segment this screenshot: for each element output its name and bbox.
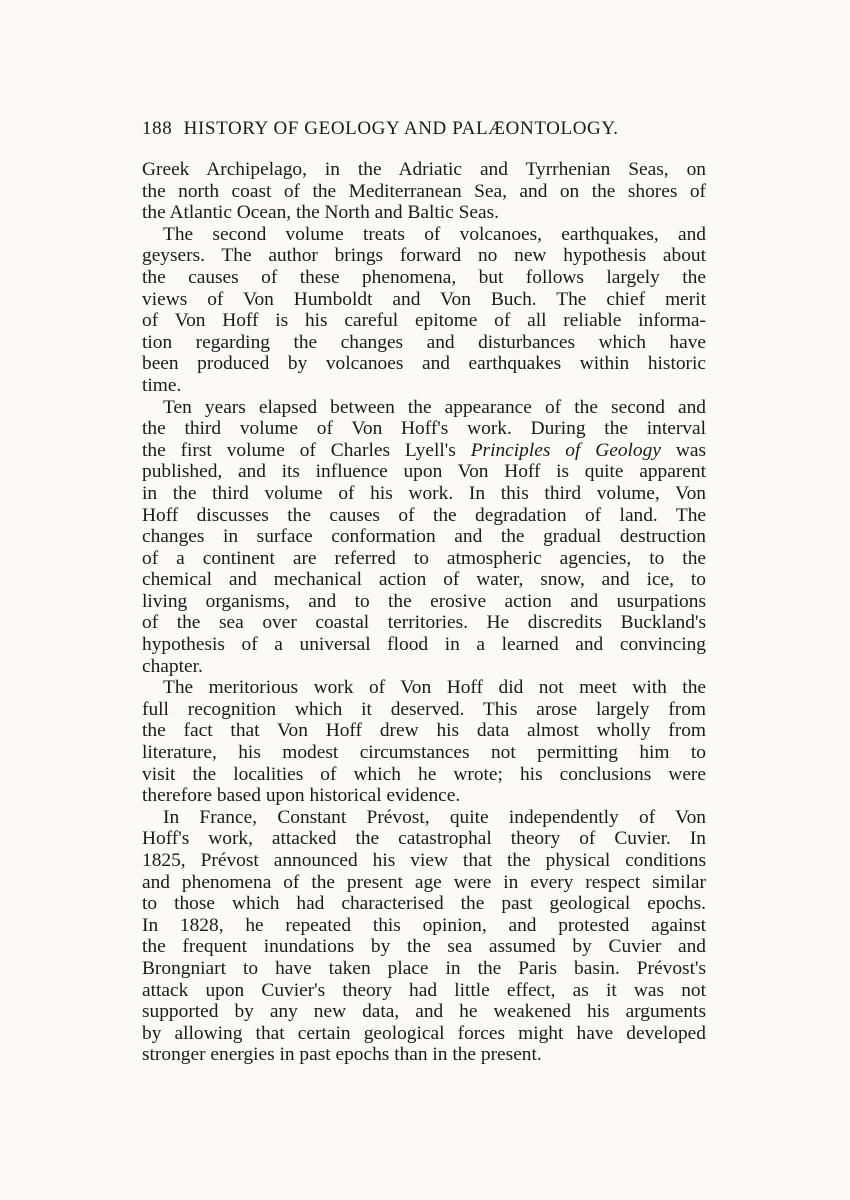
- paragraph-prevost: [142, 807, 706, 1066]
- text-line: by allowing that certain geological forces might have developed: [142, 1022, 706, 1044]
- text-line: the causes of these phenomena, but follows largely the: [142, 266, 706, 288]
- book-title-principles-of-geology: Principles of Geology: [470, 439, 661, 461]
- page-number: 188: [142, 118, 173, 139]
- paragraph-third-volume: [142, 397, 706, 678]
- text-line: chapter.: [142, 655, 203, 677]
- text-line: of Von Hoff is his careful epitome of all reliable informa-: [142, 310, 706, 332]
- text-fragment: was: [675, 439, 706, 461]
- text-line: the third volume of Von Hoff's work. During the interval: [142, 418, 706, 440]
- text-line: in the third volume of his work. In this third volume, Von: [142, 482, 706, 504]
- text-line: published, and its influence upon Von Hoff is quite apparent: [142, 461, 706, 483]
- text-line: full recognition which it deserved. This arose largely from: [142, 698, 706, 720]
- text-line: visit the localities of which he wrote; his conclusions were: [142, 763, 706, 785]
- text-line: Hoff discusses the causes of the degradation of land. The: [142, 504, 706, 526]
- text-fragment: the first volume of Charles Lyell's: [142, 439, 456, 461]
- text-line: The second volume treats of volcanoes, earthquakes, and: [163, 223, 706, 245]
- paragraph-continuation: [142, 159, 706, 224]
- text-line: hypothesis of a universal flood in a learned and convincing: [142, 634, 706, 656]
- text-line: In France, Constant Prévost, quite independently of Von: [163, 806, 706, 828]
- text-line: the frequent inundations by the sea assumed by Cuvier and: [142, 936, 706, 958]
- text-line: attack upon Cuvier's theory had little effect, as it was not: [142, 979, 706, 1001]
- text-line: living organisms, and to the erosive action and usurpations: [142, 590, 706, 612]
- text-line: of a continent are referred to atmospheric agencies, to the: [142, 547, 706, 569]
- text-line: the Atlantic Ocean, the North and Baltic Seas.: [142, 202, 500, 224]
- text-line: the north coast of the Mediterranean Sea, and on the shores of: [142, 180, 706, 202]
- text-line: Brongniart to have taken place in the Paris basin. Prévost's: [142, 957, 706, 979]
- paragraph-second-volume: [142, 224, 706, 397]
- text-line: changes in surface conformation and the gradual destruction: [142, 526, 706, 548]
- text-line: supported by any new data, and he weakened his arguments: [142, 1001, 706, 1023]
- text-line: of the sea over coastal territories. He discredits Buckland's: [142, 612, 706, 634]
- text-line: been produced by volcanoes and earthquakes within historic: [142, 353, 706, 375]
- text-line: literature, his modest circumstances not permitting him to: [142, 742, 706, 764]
- text-line: Ten years elapsed between the appearance of the second and: [163, 396, 706, 418]
- paragraph-recognition: [142, 677, 706, 807]
- text-line: Greek Archipelago, in the Adriatic and Tyrrhenian Seas, on: [142, 159, 706, 180]
- text-line: In 1828, he repeated this opinion, and protested against: [142, 914, 706, 936]
- running-header: [142, 116, 706, 142]
- text-line-with-title: [142, 440, 706, 462]
- text-line: stronger energies in past epochs than in the present.: [142, 1044, 542, 1066]
- text-line: and phenomena of the present age were in every respect similar: [142, 871, 706, 893]
- book-page: [142, 116, 706, 1066]
- body-text: [142, 159, 706, 1066]
- text-line: chemical and mechanical action of water, snow, and ice, to: [142, 569, 706, 591]
- text-line: therefore based upon historical evidence.: [142, 785, 461, 807]
- text-line: views of Von Humboldt and Von Buch. The chief merit: [142, 288, 706, 310]
- text-line: tion regarding the changes and disturbances which have: [142, 331, 706, 353]
- running-title: HISTORY OF GEOLOGY AND PALÆONTOLOGY.: [183, 118, 619, 139]
- text-line: Hoff's work, attacked the catastrophal theory of Cuvier. In: [142, 828, 706, 850]
- text-line: 1825, Prévost announced his view that the physical conditions: [142, 850, 706, 871]
- text-line: geysers. The author brings forward no new hypothesis about: [142, 245, 706, 267]
- text-line: time.: [142, 374, 182, 396]
- text-line: The meritorious work of Von Hoff did not meet with the: [163, 677, 706, 699]
- text-line: to those which had characterised the past geological epochs.: [142, 893, 706, 915]
- text-line: the fact that Von Hoff drew his data almost wholly from: [142, 720, 706, 742]
